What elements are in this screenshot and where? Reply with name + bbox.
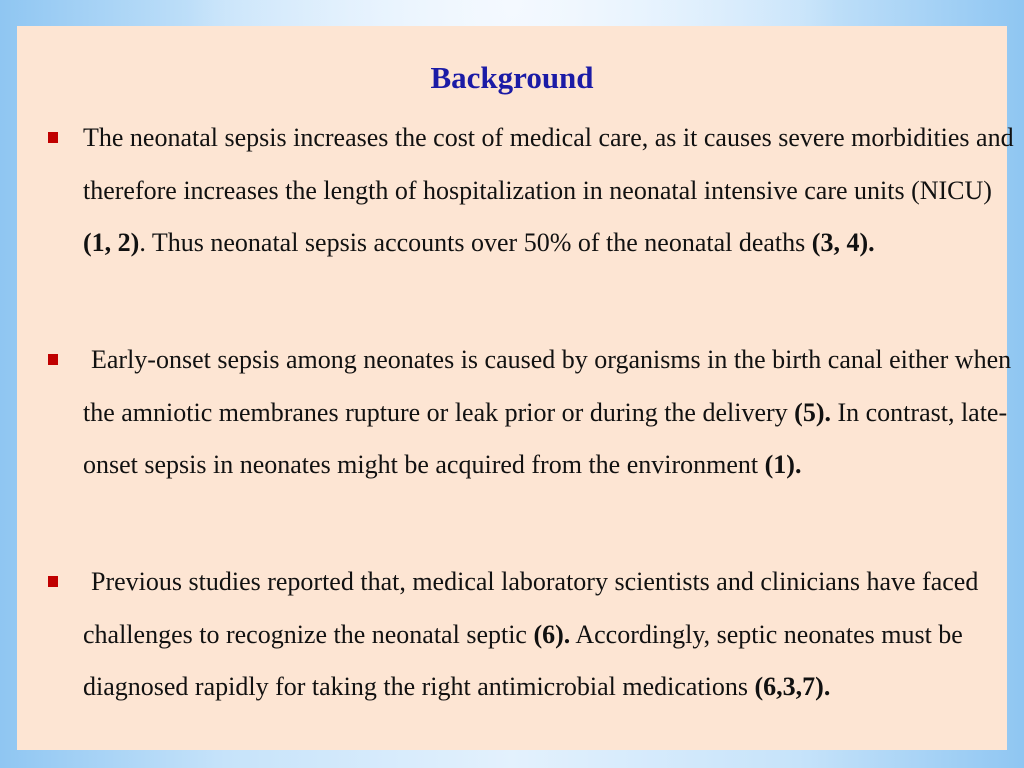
citation: (3, 4). [811, 228, 875, 257]
square-bullet-icon [48, 132, 58, 143]
bullet-text: Early-onset sepsis among neonates is caused by organisms in the birth canal either when the amniotic membranes rupture or leak prior or during the delivery [83, 345, 1012, 427]
bullet-text: The neonatal sepsis increases the cost of medical care, as it causes severe morbidities and therefore increases the length of hospitalization in neonatal intensive care units (NICU) [83, 123, 1014, 205]
citation: (5). [794, 397, 831, 427]
bullet-text: . Thus neonatal sepsis accounts over 50% of the neonatal deaths [139, 228, 812, 257]
bullet-item-diagnosis [83, 556, 1018, 714]
citation: (6). [533, 619, 571, 649]
bullet-text: In contrast, late-onset sepsis in neonates might be acquired from the environment [83, 397, 1008, 479]
bullet-list [17, 26, 1014, 750]
citation: (6,3,7). [754, 672, 831, 701]
bullet-text: Accordingly, septic neonates must be diagnosed rapidly for taking the right antimicrobial medications [83, 619, 963, 701]
citation: (1). [764, 450, 802, 479]
slide-title: Background [430, 60, 594, 95]
square-bullet-icon [48, 354, 58, 365]
slide-panel [17, 26, 1014, 750]
citation: (1, 2) [83, 228, 140, 257]
square-bullet-icon [48, 576, 58, 587]
bullet-text: Previous studies reported that, medical laboratory scientists and clinicians have faced challenges to recognize the neonatal septic [83, 567, 979, 649]
bullet-item-cost [83, 112, 1018, 270]
bullet-item-onset [83, 334, 1018, 492]
